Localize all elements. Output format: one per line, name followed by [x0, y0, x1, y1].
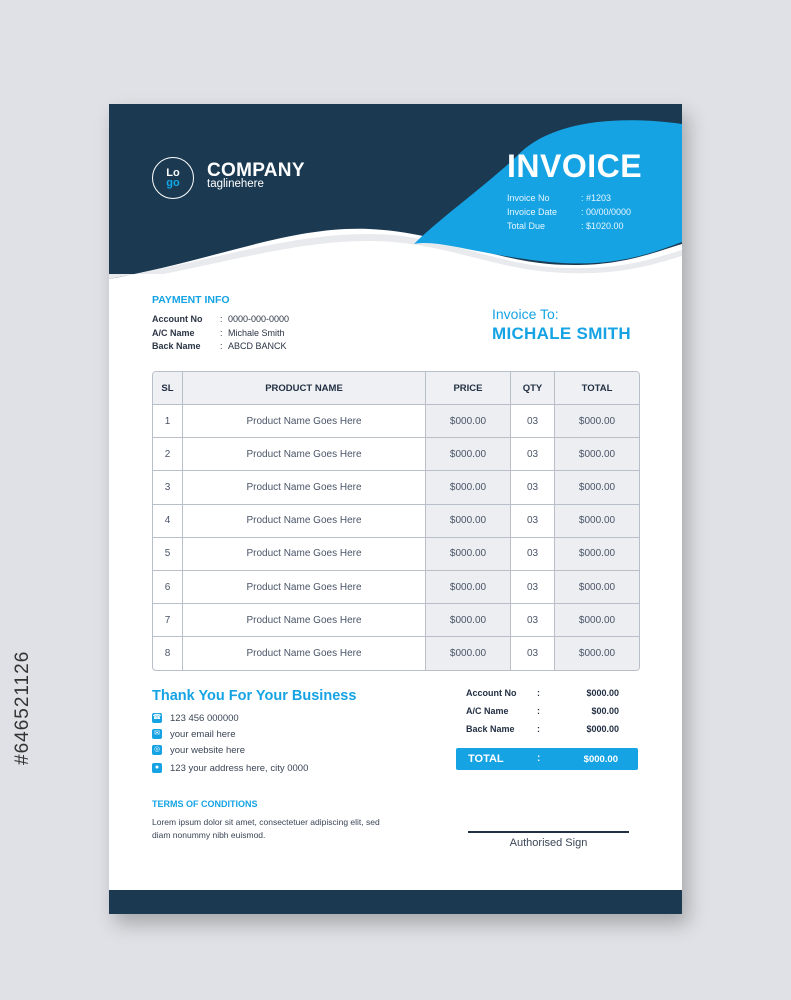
cell-total: $000.00 [554, 604, 639, 636]
cell-total: $000.00 [554, 637, 639, 669]
cell-product-name: Product Name Goes Here [182, 471, 425, 503]
terms-text: Lorem ipsum dolor sit amet, consectetuer adipiscing elit, sed diam nonummy nibh euismod. [152, 817, 380, 840]
cell-price: $000.00 [425, 604, 510, 636]
cell-qty: 03 [510, 538, 554, 570]
payment-info-heading: PAYMENT INFO [152, 294, 230, 306]
cell-sl: 3 [164, 481, 171, 493]
summary-ac-name: A/C Name : $00.00 [466, 706, 619, 716]
table-row [153, 504, 639, 537]
table-row [153, 537, 639, 570]
website-icon: ◎ [153, 746, 161, 753]
header-product-name: PRODUCT NAME [182, 372, 425, 404]
total-label: TOTAL [468, 753, 504, 765]
cell-price: $000.00 [425, 471, 510, 503]
table-row [153, 603, 639, 636]
cell-sl: 8 [164, 647, 171, 659]
terms-heading: TERMS OF CONDITIONS [152, 799, 258, 809]
cell-total: $000.00 [554, 505, 639, 537]
total-bar: TOTAL : $000.00 [456, 748, 638, 770]
email-icon: ✉ [152, 729, 162, 739]
summary-bank-name: Back Name : $000.00 [466, 724, 619, 734]
cell-qty: 03 [510, 471, 554, 503]
invoice-to-label: Invoice To: [492, 306, 559, 322]
header-total: TOTAL [554, 372, 639, 404]
table-row [153, 437, 639, 470]
header-qty: QTY [510, 372, 554, 404]
header-price: PRICE [425, 372, 510, 404]
cell-sl: 6 [164, 581, 171, 593]
cell-total: $000.00 [554, 538, 639, 570]
footer-bar [109, 890, 682, 914]
cell-product-name: Product Name Goes Here [182, 637, 425, 669]
cell-price: $000.00 [425, 637, 510, 669]
company-name: COMPANY [207, 160, 305, 181]
table-row [153, 470, 639, 503]
cell-qty: 03 [510, 505, 554, 537]
phone-icon: ☎ [152, 714, 162, 721]
cell-sl: 4 [164, 515, 171, 527]
cell-product-name: Product Name Goes Here [182, 438, 425, 470]
invoice-paper: Lo go COMPANY taglinehere INVOICE Invoice No : #1203 Invoice Date : 00/00/0000 Total Due : $1020.00 PAYMENT INFO Account No : 0000-000-0000 A/C Name : Michale Smith Back Name : ABCD BANCK Invoice To: MICHALE SMITH SL PRODUCT NAME PRICE QTY TOTAL 1 Product Name Goes Here $000.00 03 $000.00 2 Product Name Goes Here $000.00 03 $000.00 3 Product Name Goes Here $000.00 03 $000.00 4 Product Name Goes Here $000.00 03 $000.00 5 Product Name Goes Here $000.00 03 $000.00 6 Product Name Goes Here $000.00 03 $000.00 7 Product Name Goes Here $000.00 03 $000.00 8 Product Name Goes Here $000.00 03 $000.00 Thank You For Your Business ☎ 123 456 000000 ✉ your email here ◎ your website here ● 123 your address here, city 0000 TERMS OF CONDITIONS Lorem ipsum dolor sit amet, consectetuer adipiscing elit, sed diam nonummy nibh euismod. Account No : $000.00 A/C Name : $00.00 Back Name : $000.00 TOTAL : $000.00 Authorised Sign [109, 104, 682, 914]
stock-id-text: #646521126 [12, 650, 33, 765]
cell-product-name: Product Name Goes Here [182, 604, 425, 636]
invoice-to-name: MICHALE SMITH [492, 324, 631, 343]
cell-product-name: Product Name Goes Here [182, 571, 425, 603]
total-value: $000.00 [583, 754, 618, 765]
location-icon: ● [152, 763, 162, 773]
cell-product-name: Product Name Goes Here [182, 538, 425, 570]
table-row [153, 404, 639, 437]
cell-qty: 03 [510, 604, 554, 636]
signature-line [468, 831, 629, 833]
cell-total: $000.00 [554, 405, 639, 437]
cell-qty: 03 [510, 571, 554, 603]
signature-label: Authorised Sign [509, 837, 588, 849]
logo-line2: go [166, 177, 180, 189]
cell-price: $000.00 [425, 538, 510, 570]
cell-qty: 03 [510, 405, 554, 437]
logo [152, 157, 194, 199]
cell-price: $000.00 [425, 438, 510, 470]
cell-sl: 2 [164, 448, 171, 460]
cell-total: $000.00 [554, 571, 639, 603]
table-header-row [153, 372, 639, 404]
cell-total: $000.00 [554, 471, 639, 503]
company-tagline: taglinehere [207, 178, 264, 190]
cell-sl: 5 [164, 548, 171, 560]
header-sl: SL [161, 382, 174, 394]
payment-bank-name: Back Name : ABCD BANCK [152, 341, 287, 351]
cell-sl: 1 [164, 415, 171, 427]
cell-price: $000.00 [425, 405, 510, 437]
cell-product-name: Product Name Goes Here [182, 505, 425, 537]
cell-sl: 7 [164, 614, 171, 626]
payment-account-no: Account No : 0000-000-0000 [152, 314, 290, 324]
table-row [153, 636, 639, 669]
logo-line1: Lo [166, 167, 180, 179]
items-table [152, 371, 640, 671]
cell-qty: 03 [510, 637, 554, 669]
cell-qty: 03 [510, 438, 554, 470]
summary-account-no: Account No : $000.00 [466, 688, 619, 698]
cell-total: $000.00 [554, 438, 639, 470]
table-row [153, 570, 639, 603]
cell-product-name: Product Name Goes Here [182, 405, 425, 437]
cell-price: $000.00 [425, 505, 510, 537]
payment-ac-name: A/C Name : Michale Smith [152, 328, 285, 338]
cell-price: $000.00 [425, 571, 510, 603]
thanks-heading: Thank You For Your Business [152, 688, 357, 704]
invoice-title: INVOICE [507, 148, 643, 184]
